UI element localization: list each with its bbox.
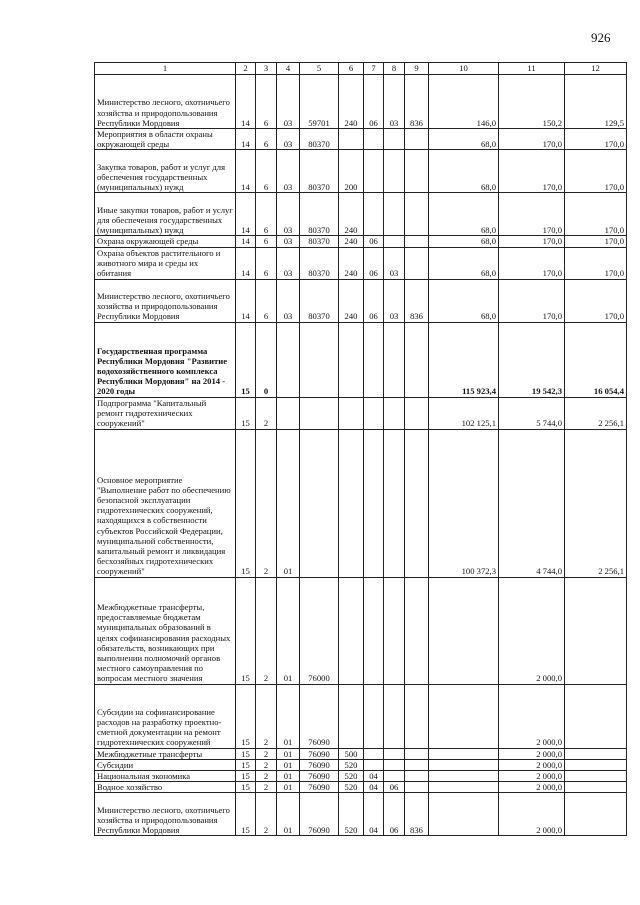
amount-cell: 4 744,0 xyxy=(499,429,565,577)
code-cell: 520 xyxy=(339,771,364,782)
code-cell: 80370 xyxy=(300,236,339,247)
amount-cell: 170,0 xyxy=(565,129,627,150)
code-cell xyxy=(405,748,429,759)
code-cell: 03 xyxy=(277,129,300,150)
code-cell: 01 xyxy=(277,771,300,782)
code-cell: 2 xyxy=(256,577,277,684)
amount-cell: 68,0 xyxy=(429,236,499,247)
code-cell xyxy=(405,236,429,247)
table-row xyxy=(95,759,627,770)
code-cell: 80370 xyxy=(300,150,339,193)
code-cell: 76090 xyxy=(300,759,339,770)
code-cell: 6 xyxy=(256,150,277,193)
code-cell: 03 xyxy=(277,247,300,279)
table-row xyxy=(95,247,627,279)
code-cell: 836 xyxy=(405,793,429,836)
code-cell: 2 xyxy=(256,429,277,577)
code-cell: 03 xyxy=(384,247,405,279)
amount-cell xyxy=(565,684,627,748)
code-cell: 01 xyxy=(277,684,300,748)
amount-cell xyxy=(429,748,499,759)
table-row xyxy=(95,782,627,793)
code-cell: 06 xyxy=(364,236,384,247)
code-cell xyxy=(364,322,384,397)
amount-cell: 68,0 xyxy=(429,150,499,193)
code-cell: 15 xyxy=(236,684,256,748)
code-cell: 03 xyxy=(277,279,300,322)
code-cell: 240 xyxy=(339,236,364,247)
code-cell: 240 xyxy=(339,193,364,236)
code-cell: 520 xyxy=(339,759,364,770)
column-header: 7 xyxy=(364,63,384,75)
amount-cell: 170,0 xyxy=(499,193,565,236)
code-cell: 15 xyxy=(236,771,256,782)
amount-cell: 2 000,0 xyxy=(499,759,565,770)
code-cell: 76090 xyxy=(300,684,339,748)
code-cell xyxy=(300,397,339,429)
table-row xyxy=(95,684,627,748)
table-row xyxy=(95,236,627,247)
code-cell xyxy=(364,429,384,577)
code-cell: 14 xyxy=(236,247,256,279)
amount-cell: 68,0 xyxy=(429,279,499,322)
table-row xyxy=(95,748,627,759)
code-cell: 76090 xyxy=(300,771,339,782)
code-cell xyxy=(405,429,429,577)
table-row xyxy=(95,793,627,836)
code-cell xyxy=(364,193,384,236)
code-cell xyxy=(300,429,339,577)
amount-cell: 170,0 xyxy=(565,247,627,279)
code-cell xyxy=(364,397,384,429)
column-header: 4 xyxy=(277,63,300,75)
code-cell: 03 xyxy=(384,75,405,129)
row-label: Министерство лесного, охотничьего хозяйства и природопользования Республики Мордовия xyxy=(95,75,236,129)
code-cell: 15 xyxy=(236,397,256,429)
code-cell: 240 xyxy=(339,247,364,279)
code-cell xyxy=(364,577,384,684)
table-row xyxy=(95,75,627,129)
amount-cell: 2 000,0 xyxy=(499,771,565,782)
code-cell: 500 xyxy=(339,748,364,759)
code-cell: 520 xyxy=(339,782,364,793)
code-cell: 15 xyxy=(236,322,256,397)
code-cell: 6 xyxy=(256,193,277,236)
code-cell: 6 xyxy=(256,236,277,247)
amount-cell: 170,0 xyxy=(565,193,627,236)
amount-cell: 2 256,1 xyxy=(565,397,627,429)
code-cell: 01 xyxy=(277,793,300,836)
amount-cell xyxy=(565,771,627,782)
code-cell xyxy=(339,129,364,150)
code-cell xyxy=(405,150,429,193)
column-header: 8 xyxy=(384,63,405,75)
column-header: 6 xyxy=(339,63,364,75)
code-cell: 14 xyxy=(236,236,256,247)
code-cell xyxy=(405,577,429,684)
code-cell xyxy=(384,748,405,759)
code-cell: 01 xyxy=(277,748,300,759)
page-number: 926 xyxy=(591,30,611,45)
code-cell: 14 xyxy=(236,193,256,236)
code-cell xyxy=(277,322,300,397)
code-cell: 01 xyxy=(277,759,300,770)
amount-cell: 170,0 xyxy=(565,150,627,193)
table-row xyxy=(95,279,627,322)
amount-cell: 170,0 xyxy=(499,150,565,193)
amount-cell xyxy=(429,793,499,836)
amount-cell xyxy=(429,759,499,770)
row-label: Государственная программа Республики Мордовия "Развитие водохозяйственного комплекса Республики Мордовия" на 2014 - 2020 годы xyxy=(95,322,236,397)
row-label: Министерство лесного, охотничьего хозяйства и природопользования Республики Мордовия xyxy=(95,793,236,836)
code-cell: 520 xyxy=(339,793,364,836)
column-header: 11 xyxy=(499,63,565,75)
row-label: Субсидии xyxy=(95,759,236,770)
row-label: Национальная экономика xyxy=(95,771,236,782)
code-cell xyxy=(364,150,384,193)
code-cell: 04 xyxy=(364,793,384,836)
code-cell: 2 xyxy=(256,793,277,836)
code-cell xyxy=(405,759,429,770)
row-label: Основное мероприятие "Выполнение работ по обеспечению безопасной эксплуатации гидротехнических сооружений, находящихся в собственности субъектов Российской Федерации, муниципальной собственности, капитальный ремонт и ликвидация бесхозяйных гидротехнических сооружений" xyxy=(95,429,236,577)
amount-cell: 5 744,0 xyxy=(499,397,565,429)
code-cell: 15 xyxy=(236,748,256,759)
code-cell xyxy=(339,429,364,577)
code-cell: 15 xyxy=(236,793,256,836)
code-cell xyxy=(364,129,384,150)
code-cell xyxy=(384,684,405,748)
code-cell: 6 xyxy=(256,279,277,322)
code-cell: 06 xyxy=(364,247,384,279)
code-cell: 240 xyxy=(339,279,364,322)
table-row xyxy=(95,397,627,429)
table-row xyxy=(95,193,627,236)
code-cell: 76090 xyxy=(300,782,339,793)
code-cell xyxy=(339,577,364,684)
amount-cell: 115 923,4 xyxy=(429,322,499,397)
code-cell: 59701 xyxy=(300,75,339,129)
code-cell xyxy=(384,193,405,236)
amount-cell: 146,0 xyxy=(429,75,499,129)
code-cell: 6 xyxy=(256,129,277,150)
code-cell: 14 xyxy=(236,129,256,150)
column-header: 9 xyxy=(405,63,429,75)
code-cell: 76090 xyxy=(300,793,339,836)
row-label: Иные закупки товаров, работ и услуг для обеспечения государственных (муниципальных) нужд xyxy=(95,193,236,236)
table-row xyxy=(95,577,627,684)
code-cell: 03 xyxy=(384,279,405,322)
amount-cell xyxy=(429,577,499,684)
amount-cell: 68,0 xyxy=(429,247,499,279)
amount-cell xyxy=(429,771,499,782)
column-header: 2 xyxy=(236,63,256,75)
code-cell xyxy=(339,322,364,397)
amount-cell xyxy=(565,577,627,684)
code-cell: 06 xyxy=(364,279,384,322)
row-label: Водное хозяйство xyxy=(95,782,236,793)
code-cell: 836 xyxy=(405,279,429,322)
code-cell xyxy=(277,397,300,429)
amount-cell: 170,0 xyxy=(499,279,565,322)
code-cell: 14 xyxy=(236,75,256,129)
code-cell xyxy=(384,759,405,770)
code-cell: 80370 xyxy=(300,193,339,236)
code-cell xyxy=(384,397,405,429)
amount-cell: 2 256,1 xyxy=(565,429,627,577)
row-label: Охрана окружающей среды xyxy=(95,236,236,247)
code-cell: 14 xyxy=(236,279,256,322)
amount-cell: 170,0 xyxy=(499,129,565,150)
code-cell xyxy=(384,429,405,577)
code-cell xyxy=(300,322,339,397)
code-cell: 0 xyxy=(256,322,277,397)
amount-cell: 100 372,3 xyxy=(429,429,499,577)
code-cell: 76090 xyxy=(300,748,339,759)
code-cell: 2 xyxy=(256,759,277,770)
amount-cell: 2 000,0 xyxy=(499,782,565,793)
code-cell xyxy=(384,129,405,150)
column-header: 5 xyxy=(300,63,339,75)
amount-cell: 102 125,1 xyxy=(429,397,499,429)
row-label: Охрана объектов растительного и животного мира и среды их обитания xyxy=(95,247,236,279)
amount-cell xyxy=(429,684,499,748)
code-cell xyxy=(405,771,429,782)
code-cell: 80370 xyxy=(300,279,339,322)
code-cell: 03 xyxy=(277,75,300,129)
row-label: Межбюджетные трансферты xyxy=(95,748,236,759)
code-cell xyxy=(339,684,364,748)
code-cell: 200 xyxy=(339,150,364,193)
code-cell: 15 xyxy=(236,782,256,793)
code-cell: 04 xyxy=(364,771,384,782)
row-label: Закупка товаров, работ и услуг для обеспечения государственных (муниципальных) нужд xyxy=(95,150,236,193)
budget-table xyxy=(94,62,627,836)
table-row xyxy=(95,429,627,577)
code-cell xyxy=(384,236,405,247)
amount-cell xyxy=(565,759,627,770)
code-cell xyxy=(364,748,384,759)
amount-cell: 170,0 xyxy=(499,247,565,279)
row-label: Министерство лесного, охотничьего хозяйства и природопользования Республики Мордовия xyxy=(95,279,236,322)
code-cell: 03 xyxy=(277,193,300,236)
code-cell: 03 xyxy=(277,150,300,193)
code-cell xyxy=(384,150,405,193)
row-label: Подпрограмма "Капитальный ремонт гидротехнических сооружений" xyxy=(95,397,236,429)
column-header: 10 xyxy=(429,63,499,75)
code-cell xyxy=(405,247,429,279)
row-label: Субсидии на софинансирование расходов на разработку проектно-сметной документации на ремонт гидротехнических сооружений xyxy=(95,684,236,748)
code-cell: 14 xyxy=(236,150,256,193)
code-cell xyxy=(405,684,429,748)
amount-cell: 2 000,0 xyxy=(499,793,565,836)
code-cell xyxy=(384,322,405,397)
amount-cell: 2 000,0 xyxy=(499,748,565,759)
code-cell: 01 xyxy=(277,577,300,684)
amount-cell: 68,0 xyxy=(429,193,499,236)
code-cell: 6 xyxy=(256,75,277,129)
code-cell: 80370 xyxy=(300,129,339,150)
code-cell xyxy=(405,397,429,429)
code-cell: 2 xyxy=(256,748,277,759)
column-header: 1 xyxy=(95,63,236,75)
code-cell: 03 xyxy=(277,236,300,247)
amount-cell xyxy=(429,782,499,793)
amount-cell xyxy=(565,782,627,793)
code-cell: 01 xyxy=(277,429,300,577)
amount-cell: 150,2 xyxy=(499,75,565,129)
code-cell xyxy=(405,129,429,150)
amount-cell: 170,0 xyxy=(499,236,565,247)
code-cell: 15 xyxy=(236,429,256,577)
code-cell: 15 xyxy=(236,577,256,684)
code-cell: 2 xyxy=(256,684,277,748)
code-cell xyxy=(339,397,364,429)
amount-cell: 16 054,4 xyxy=(565,322,627,397)
row-label: Мероприятия в области охраны окружающей среды xyxy=(95,129,236,150)
amount-cell: 2 000,0 xyxy=(499,684,565,748)
amount-cell: 19 542,3 xyxy=(499,322,565,397)
column-header: 12 xyxy=(565,63,627,75)
code-cell: 2 xyxy=(256,397,277,429)
code-cell: 15 xyxy=(236,759,256,770)
column-header: 3 xyxy=(256,63,277,75)
code-cell xyxy=(384,577,405,684)
code-cell: 06 xyxy=(364,75,384,129)
amount-cell xyxy=(565,748,627,759)
code-cell: 2 xyxy=(256,782,277,793)
row-label: Межбюджетные трансферты, предоставляемые бюджетам муниципальных образований в целях софинансирования расходных обязательств, возникающих при выполнении полномочий органов местного самоуправления по вопросам местного значения xyxy=(95,577,236,684)
amount-cell xyxy=(565,793,627,836)
code-cell: 06 xyxy=(384,782,405,793)
code-cell xyxy=(384,771,405,782)
amount-cell: 129,5 xyxy=(565,75,627,129)
code-cell: 80370 xyxy=(300,247,339,279)
table-row xyxy=(95,150,627,193)
code-cell xyxy=(405,193,429,236)
code-cell: 240 xyxy=(339,75,364,129)
code-cell: 76000 xyxy=(300,577,339,684)
amount-cell: 170,0 xyxy=(565,279,627,322)
table-row xyxy=(95,129,627,150)
code-cell xyxy=(405,782,429,793)
amount-cell: 68,0 xyxy=(429,129,499,150)
code-cell xyxy=(405,322,429,397)
code-cell xyxy=(364,684,384,748)
header-row xyxy=(95,63,627,75)
amount-cell: 2 000,0 xyxy=(499,577,565,684)
code-cell: 01 xyxy=(277,782,300,793)
code-cell: 836 xyxy=(405,75,429,129)
amount-cell: 170,0 xyxy=(565,236,627,247)
table-row xyxy=(95,771,627,782)
code-cell xyxy=(364,759,384,770)
code-cell: 6 xyxy=(256,247,277,279)
code-cell: 06 xyxy=(384,793,405,836)
code-cell: 2 xyxy=(256,771,277,782)
table-row xyxy=(95,322,627,397)
code-cell: 04 xyxy=(364,782,384,793)
